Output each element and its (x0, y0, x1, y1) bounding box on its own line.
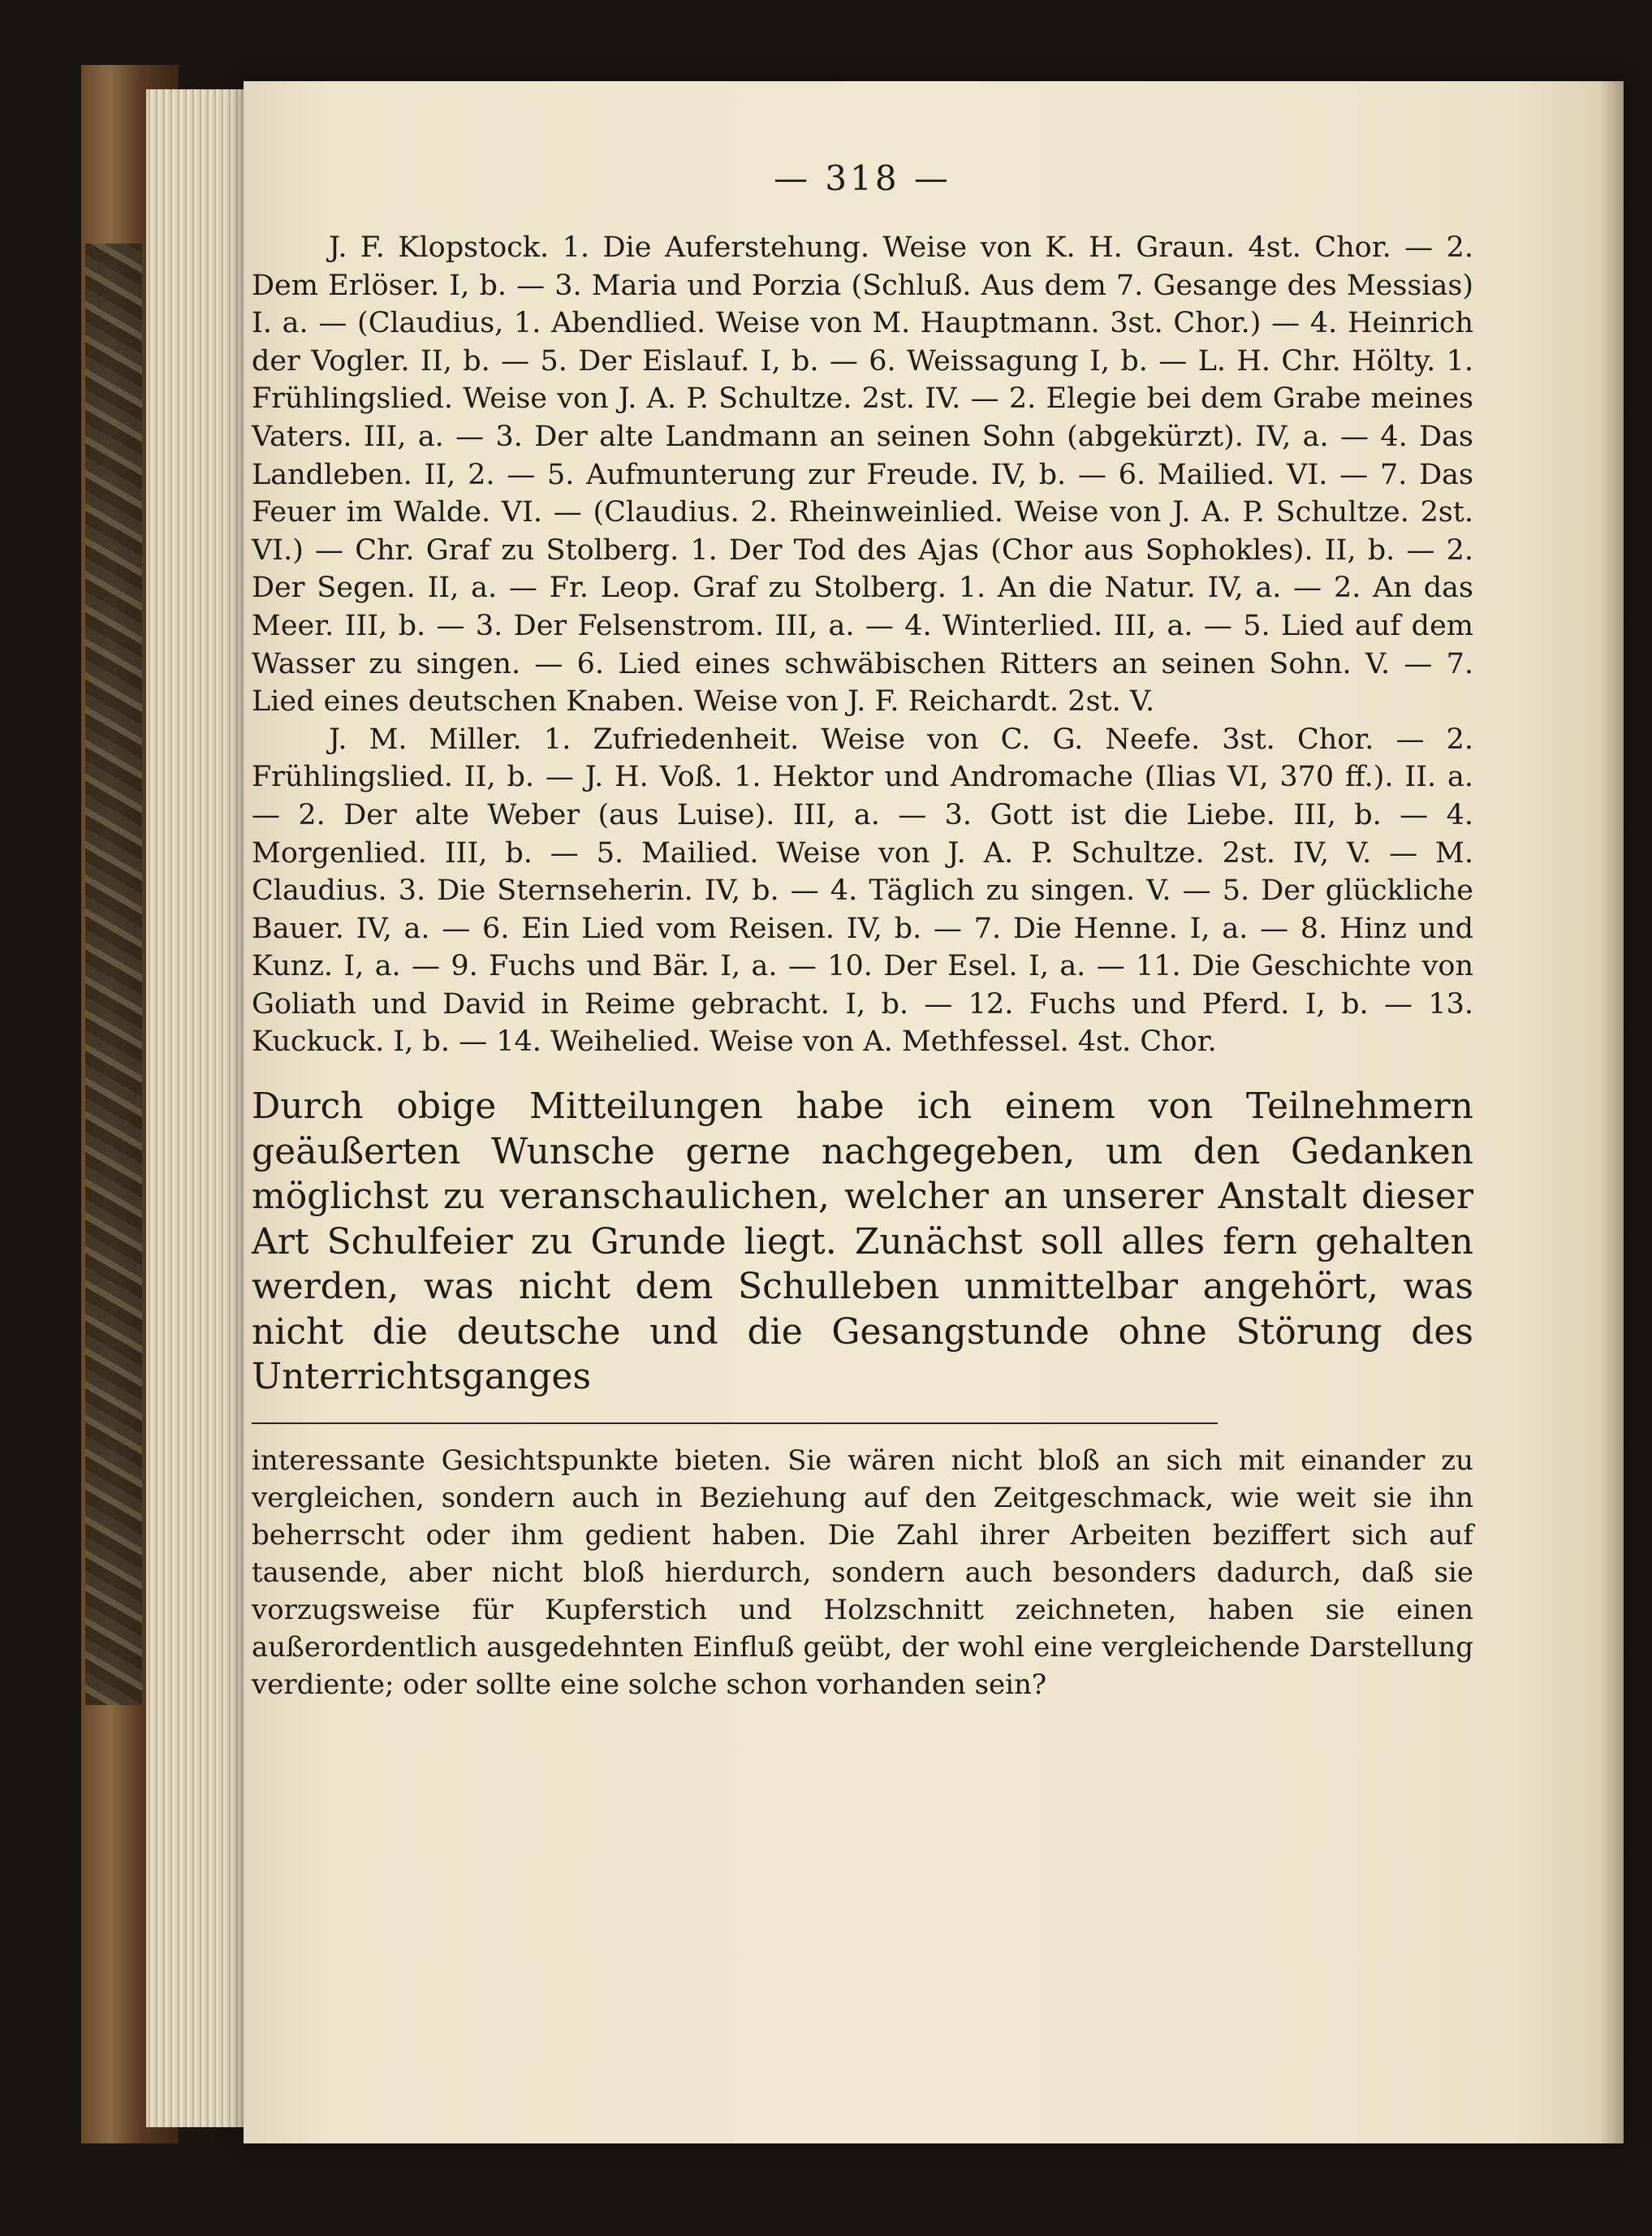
marbled-cover (85, 244, 142, 1705)
catalog-paragraph: J. F. Klopstock. 1. Die Auferstehung. Weise von K. H. Graun. 4st. Chor. — 2. Dem Erlöser. I, b. — 3. Maria und Porzia (Schluß. Aus dem 7. Gesange des Messias) I. a. — (Claudius, 1. Abendlied. Weise von M. Hauptmann. 3st. Chor.) — 4. Heinrich der Vogler. II, b. — 5. Der Eislauf. I, b. — 6. Weissagung I, b. — L. H. Chr. Hölty. 1. Frühlingslied. Weise von J. A. P. Schultze. 2st. IV. — 2. Elegie bei dem Grabe meines Vaters. III, a. — 3. Der alte Landmann an seinen Sohn (abgekürzt). IV, a. — 4. Das Landleben. II, 2. — 5. Aufmunterung zur Freude. IV, b. — 6. Mailied. VI. — 7. Das Feuer im Walde. VI. — (Claudius. 2. Rheinweinlied. Weise von J. A. P. Schultze. 2st. VI.) — Chr. Graf zu Stolberg. 1. Der Tod des Ajas (Chor aus Sophokles). II, b. — 2. Der Segen. II, a. — Fr. Leop. Graf zu Stolberg. 1. An die Natur. IV, a. — 2. An das Meer. III, b. — 3. Der Felsenstrom. III, a. — 4. Winterlied. III, a. — 5. Lied auf dem Wasser zu singen. — 6. Lied eines schwäbischen Ritters an seinen Sohn. V. — 7. Lied eines deutschen Knaben. Weise von J. F. Reichardt. 2st. V. (252, 231, 1473, 719)
catalog-paragraph: J. M. Miller. 1. Zufriedenheit. Weise von C. G. Neefe. 3st. Chor. — 2. Frühlingslied. II, b. — J. H. Voß. 1. Hektor und Andromache (Ilias VI, 370 ff.). II. a. — 2. Der alte Weber (aus Luise). III, a. — 3. Gott ist die Liebe. III, b. — 4. Morgenlied. III, b. — 5. Mailied. Weise von J. A. P. Schultze. 2st. IV, V. — M. Claudius. 3. Die Sternseherin. IV, b. — 4. Täglich zu singen. V. — 5. Der glückliche Bauer. IV, a. — 6. Ein Lied vom Reisen. IV, b. — 7. Die Henne. I, a. — 8. Hinz und Kunz. I, a. — 9. Fuchs und Bär. I, a. — 10. Der Esel. I, a. — 11. Die Geschichte von Goliath und David in Reime gebracht. I, b. — 12. Fuchs und Pferd. I, b. — 13. Kuckuck. I, b. — 14. Weihelied. Weise von A. Methfessel. 4st. Chor. (252, 723, 1473, 1059)
footnote (252, 1442, 1473, 1703)
body-text (252, 1084, 1473, 1400)
body-paragraph: Durch obige Mitteilungen habe ich einem von Teilnehmern geäußerten Wunsche gerne nachgegeben, um den Gedanken möglichst zu veranschaulichen, welcher an unserer Anstalt dieser Art Schulfeier zu Grunde liegt. Zunächst soll alles fern gehalten werden, was nicht dem Schulleben unmittelbar angehört, was nicht die deutsche und die Gesangstunde ohne Störung des Unterrichtsganges (252, 1086, 1473, 1398)
footnote-text: interessante Gesichtspunkte bieten. Sie wären nicht bloß an sich mit einander zu vergleichen, sondern auch in Beziehung auf den Zeitgeschmack, wie weit sie ihn beherrscht oder ihm gedient haben. Die Zahl ihrer Arbeiten beziffert sich auf tausende, aber nicht bloß hierdurch, sondern auch besonders dadurch, daß sie vorzugsweise für Kupferstich und Holzschnitt zeichneten, haben sie einen außerordentlich ausgedehnten Einfluß geübt, der wohl eine vergleichende Darstellung verdiente; oder sollte eine solche schon vorhanden sein? (252, 1444, 1473, 1701)
page-gutter-shadow (1599, 81, 1624, 2143)
footnote-rule (252, 1422, 1218, 1424)
song-catalog (252, 229, 1473, 1061)
page-content (252, 158, 1473, 1703)
page-number: — 318 — (774, 158, 951, 198)
